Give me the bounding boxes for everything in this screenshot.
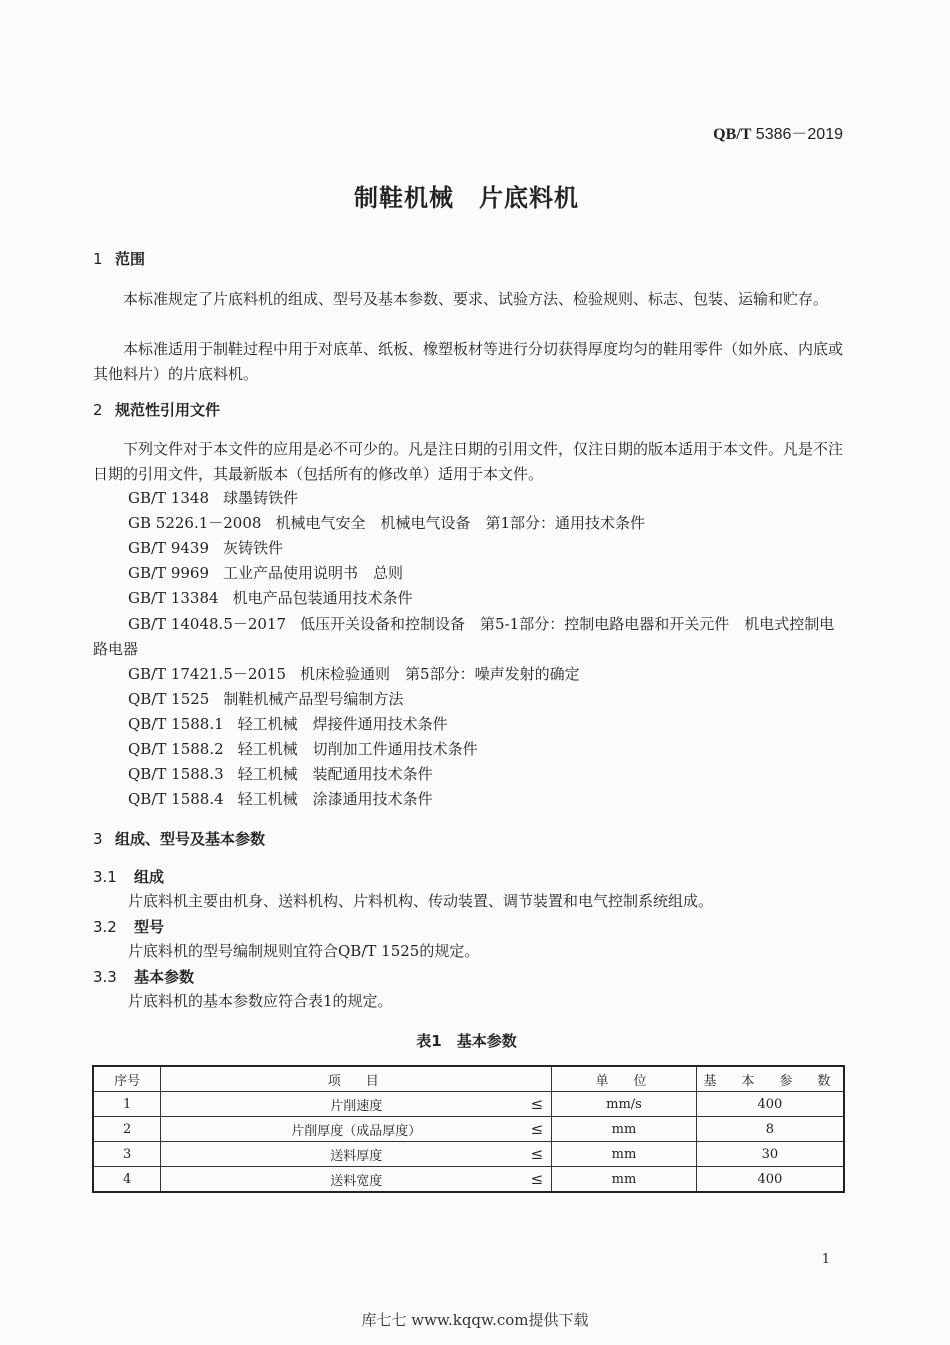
ref-item [128,562,403,583]
ref-item [128,512,645,533]
ref-item [128,663,580,684]
standard-number: 5386－2019 [751,126,843,143]
download-footer: 库七七 www.kqqw.com提供下载 [361,1311,589,1329]
item-label: 送料厚度 [330,1148,383,1164]
section-number: 1 [93,250,103,268]
section-title: 型号 [134,918,165,936]
cell-unit: mm/s [552,1092,697,1117]
ref-title: 制鞋机械产品型号编制方法 [223,690,404,708]
ref-title: 轻工机械 装配通用技术条件 [237,765,433,783]
cell-value: 30 [696,1142,844,1167]
section-2-paragraph-1: 下列文件对于本文件的应用是必不可少的。凡是注日期的引用文件，仅注日期的版本适用于本文件。凡是不注日期的引用文件，其最新版本（包括所有的修改单）适用于本文件。 [93,440,844,483]
cell-value: 400 [696,1092,844,1117]
ref-item [128,487,298,508]
table-row [93,1167,844,1193]
ref-code: QB/T 1588.2 [128,740,224,758]
ref-item [128,688,403,709]
cell-no: 4 [93,1167,161,1193]
cell-unit: mm [552,1167,697,1193]
page-number: 1 [821,1252,830,1267]
ref-title: 机床检验通则 第5部分：噪声发射的确定 [300,665,580,683]
ref-code: QB/T 1588.1 [128,715,224,733]
header-value: 基 本 参 数 [696,1066,844,1092]
le-sign: ≤ [530,1120,544,1138]
section-number: 2 [93,401,103,419]
ref-item [128,587,413,608]
cell-item [161,1142,552,1167]
ref-item [128,738,478,759]
ref-code: GB/T 17421.5－2015 [128,665,287,683]
section-2-heading [93,399,220,420]
page-title: 制鞋机械 片底料机 [354,184,579,212]
ref-code: GB 5226.1－2008 [128,514,262,532]
ref-code: GB/T 9969 [128,564,210,582]
le-sign: ≤ [530,1145,544,1163]
cell-value: 400 [696,1167,844,1193]
ref-code: QB/T 1588.4 [128,790,224,808]
ref-title: 工业产品使用说明书 总则 [223,564,404,582]
cell-item [161,1167,552,1193]
le-sign: ≤ [530,1170,544,1188]
section-3-heading [93,828,265,849]
table-row [93,1117,844,1142]
cell-no: 1 [93,1092,161,1117]
cell-no: 2 [93,1117,161,1142]
section-number: 3.1 [93,868,117,886]
section-title: 基本参数 [134,968,195,986]
standard-prefix: QB/T [713,126,752,143]
cell-value: 8 [696,1117,844,1142]
section-1-paragraph-2: 本标准适用于制鞋过程中用于对底革、纸板、橡塑板材等进行分切获得厚度均匀的鞋用零件（如外底、内底或其他料片）的片底料机。 [93,340,844,383]
ref-item [128,763,433,784]
le-sign: ≤ [530,1095,544,1113]
item-label: 送料宽度 [330,1173,383,1189]
ref-item [128,788,433,809]
cell-unit: mm [552,1117,697,1142]
standard-code [713,121,843,144]
table-caption: 表1 基本参数 [416,1032,517,1050]
ref-code: GB/T 14048.5－2017 [128,615,287,633]
ref-code: GB/T 9439 [128,539,210,557]
ref-title: 轻工机械 切削加工件通用技术条件 [237,740,478,758]
ref-title: 机电产品包装通用技术条件 [232,589,413,607]
section-3-1-paragraph: 片底料机主要由机身、送料机构、片料机构、传动装置、调节装置和电气控制系统组成。 [128,892,714,910]
ref-title: 机械电气安全 机械电气设备 第1部分：通用技术条件 [275,514,645,532]
header-no: 序号 [93,1066,161,1092]
ref-title: 低压开关设备和控制设备 第5-1部分：控制电路电器和开关元件 机电式控制电路电器 [93,615,835,658]
section-title: 规范性引用文件 [115,401,221,419]
table-row [93,1142,844,1167]
item-label: 片削厚度（成品厚度） [291,1123,422,1139]
ref-item [128,537,283,558]
cell-no: 3 [93,1142,161,1167]
item-label: 片削速度 [330,1098,383,1114]
ref-title: 灰铸铁件 [223,539,284,557]
ref-code: GB/T 13384 [128,589,219,607]
section-3-3-heading [93,966,194,987]
parameters-table [92,1065,845,1193]
ref-code: GB/T 1348 [128,489,210,507]
section-number: 3 [93,830,103,848]
section-1-heading [93,248,145,269]
section-3-2-heading [93,916,164,937]
ref-item [93,612,845,662]
ref-title: 轻工机械 涂漆通用技术条件 [237,790,433,808]
ref-code: QB/T 1588.3 [128,765,224,783]
ref-item [128,713,448,734]
section-title: 组成、型号及基本参数 [115,830,266,848]
table-header-row [93,1066,844,1092]
section-title: 范围 [115,250,146,268]
cell-item [161,1117,552,1142]
section-title: 组成 [134,868,165,886]
section-3-2-paragraph: 片底料机的型号编制规则宜符合QB/T 1525的规定。 [128,942,480,960]
table-row [93,1092,844,1117]
section-3-1-heading [93,866,164,887]
ref-code: QB/T 1525 [128,690,210,708]
cell-item [161,1092,552,1117]
section-number: 3.3 [93,968,117,986]
header-unit: 单 位 [552,1066,697,1092]
ref-title: 球墨铸铁件 [223,489,299,507]
section-1-paragraph-1: 本标准规定了片底料机的组成、型号及基本参数、要求、试验方法、检验规则、标志、包装、运输和贮存。 [123,290,829,308]
ref-title: 轻工机械 焊接件通用技术条件 [237,715,448,733]
header-item: 项 目 [161,1066,552,1092]
section-3-3-paragraph: 片底料机的基本参数应符合表1的规定。 [128,992,393,1010]
section-number: 3.2 [93,918,117,936]
cell-unit: mm [552,1142,697,1167]
